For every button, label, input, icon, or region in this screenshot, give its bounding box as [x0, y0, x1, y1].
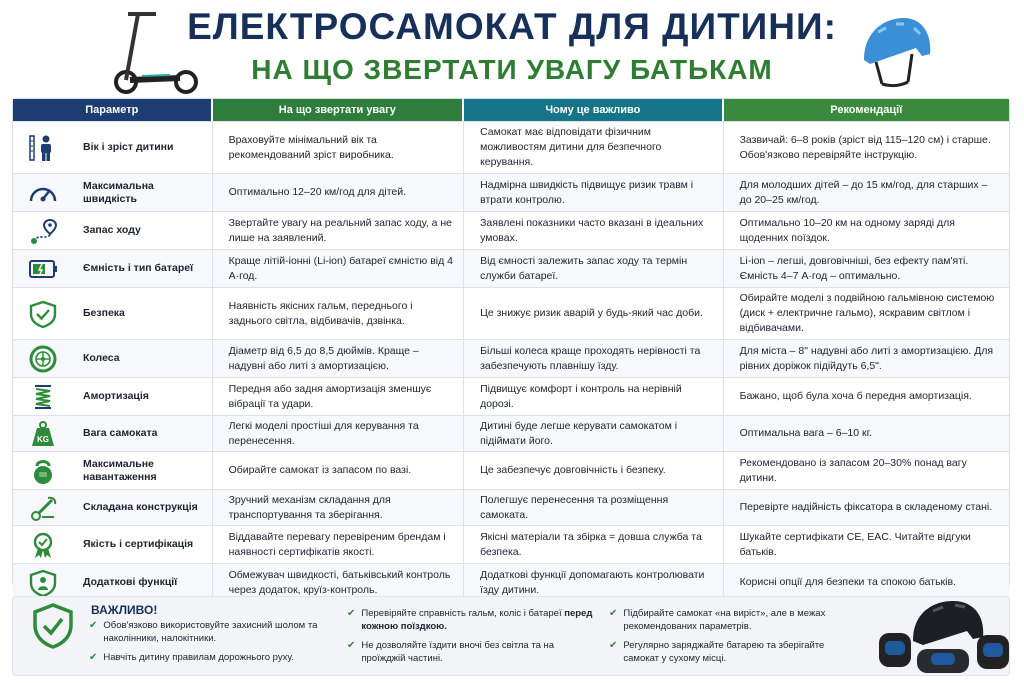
parameter-label: Якість і сертифікація: [83, 538, 194, 550]
parameter-cell: [13, 122, 213, 173]
battery-icon: [23, 255, 63, 283]
attention-cell: Враховуйте мінімальний вік та рекомендований зріст виробника.: [213, 122, 465, 173]
table-row: [13, 525, 1009, 563]
parameter-cell: [13, 212, 213, 249]
parameter-cell: [13, 340, 213, 377]
attention-cell: Легкі моделі простіші для керування та перенесення.: [213, 416, 465, 451]
why-cell: Дитині буде легше керувати самокатом і підіймати його.: [464, 416, 723, 451]
parameter-label: Безпека: [83, 307, 125, 319]
speedometer-icon: [23, 179, 63, 207]
header-recommendations: Рекомендації: [724, 99, 1009, 121]
table-row: [13, 249, 1009, 287]
parameter-cell: [13, 490, 213, 525]
info-table: [12, 98, 1010, 596]
parameter-label: Колеса: [83, 352, 120, 364]
shield-check-icon: [23, 300, 63, 328]
header-parameter: Параметр: [13, 99, 213, 121]
certificate-icon: [23, 531, 63, 559]
parameter-cell: [13, 288, 213, 339]
attention-cell: Зручний механізм складання для транспортування та зберігання.: [213, 490, 465, 525]
recommendation-cell: Обирайте моделі з подвійною гальмівною системою (диск + електричне гальмо), яскравим світлом і відбивачами.: [739, 292, 995, 334]
recommendation-cell: Оптимальна вага – 6–10 кг.: [739, 427, 873, 439]
recommendation-cell: Для міста – 8" надувні або литі з амортизацією. Для рівних доріжок підійдуть 6,5".: [739, 344, 994, 372]
table-row: [13, 121, 1009, 173]
checkmark-icon: ✔: [347, 640, 356, 651]
attention-cell: Діаметр від 6,5 до 8,5 дюймів. Краще – надувні або литі з амортизацією.: [213, 340, 465, 377]
tip-item: ✔ Перевіряйте справність гальм, коліс і батареї перед кожною поїздкою.: [347, 608, 593, 632]
attention-cell: Краще літій-іонні (Li-ion) батареї ємністю від 4 А·год.: [213, 250, 465, 287]
why-cell: Це забезпечує довговічність і безпеку.: [464, 452, 723, 489]
header: [0, 0, 1024, 96]
tip-item: ✔ Не дозволяйте їздити вночі без світла та на проїжджій частині.: [347, 640, 555, 664]
wheel-icon: [23, 345, 63, 373]
why-cell: Більші колеса краще проходять нерівності та забезпечують плавнішу їзду.: [464, 340, 723, 377]
recommendation-cell: Корисні опції для безпеки та спокою батьків.: [739, 576, 956, 588]
attention-cell: Обмежувач швидкості, батьківський контроль через додаток, круїз-контроль.: [213, 564, 465, 601]
why-cell: Це знижує ризик аварій у будь-який час доби.: [464, 288, 723, 339]
attention-cell: Віддавайте перевагу перевіреним брендам і наявності сертифікатів якості.: [213, 526, 465, 563]
parameter-cell: [13, 250, 213, 287]
weight-kg-label: KG: [37, 434, 49, 444]
parameter-cell: [13, 378, 213, 415]
protective-gear-icon: [873, 597, 1013, 675]
parameter-label: Складана конструкція: [83, 501, 198, 513]
parameter-cell: [13, 452, 213, 489]
checkmark-icon: ✔: [89, 652, 98, 663]
tip-item: ✔ Підбирайте самокат «на виріст», але в межах рекомендованих параметрів.: [609, 608, 826, 632]
parameter-cell: [13, 174, 213, 211]
attention-cell: Наявність якісних гальм, переднього і заднього світла, відбивачів, дзвінка.: [213, 288, 465, 339]
parameter-label: Максимальна швидкість: [83, 179, 154, 205]
important-heading: ВАЖЛИВО!: [91, 603, 158, 617]
attention-cell: Оптимально 12–20 км/год для дітей.: [213, 174, 465, 211]
why-cell: Самокат має відповідати фізичним можливостям дитини для безпечного керування.: [464, 122, 723, 173]
table-row: [13, 339, 1009, 377]
important-panel: [12, 596, 1010, 676]
page-subtitle: НА ЩО ЗВЕРТАТИ УВАГУ БАТЬКАМ: [251, 54, 773, 85]
recommendation-cell: Перевірте надійність фіксатора в складеному стані.: [739, 501, 993, 513]
checkmark-icon: ✔: [347, 608, 356, 619]
child-height-icon: [23, 134, 63, 162]
header-why: Чому це важливо: [464, 99, 723, 121]
helmet-icon: [856, 12, 936, 90]
checkmark-icon: ✔: [609, 608, 618, 619]
header-attention: На що звертати увагу: [213, 99, 465, 121]
why-cell: Надмірна швидкість підвищує ризик травм і втрати контролю.: [464, 174, 723, 211]
kettlebell-icon: [23, 457, 63, 485]
recommendation-cell: Бажано, щоб була хоча б передня амортизація.: [739, 390, 972, 402]
tip-item: ✔ Обов'язково використовуйте захисний шолом та наколінники, налокітники.: [89, 620, 318, 644]
spring-icon: [23, 383, 63, 411]
parameter-label: Вік і зріст дитини: [83, 141, 174, 153]
attention-cell: Звертайте увагу на реальний запас ходу, а не лише на заявлений.: [213, 212, 465, 249]
table-row: [13, 451, 1009, 489]
route-icon: [23, 217, 63, 245]
parameter-label: Додаткові функції: [83, 576, 178, 588]
recommendation-cell: Зазвичай: 6–8 років (зріст від 115–120 см) і старше. Обов'язково перевіряйте інструкцію.: [739, 133, 991, 161]
why-cell: Підвищує комфорт і контроль на нерівній дорозі.: [464, 378, 723, 415]
why-cell: Від ємності залежить запас ходу та термін служби батареї.: [464, 250, 723, 287]
parameter-label: Максимальне навантаження: [83, 457, 157, 483]
attention-cell: Передня або задня амортизація зменшує вібрації та удари.: [213, 378, 465, 415]
why-cell: Якісні матеріали та збірка = довша служба та безпека.: [464, 526, 723, 563]
tip-item: ✔ Регулярно заряджайте батарею та зберігайте самокат у сухому місці.: [609, 640, 825, 664]
table-row: [13, 489, 1009, 525]
page-title: ЕЛЕКТРОСАМОКАТ ДЛЯ ДИТИНИ:: [187, 6, 837, 47]
recommendation-cell: Оптимально 10–20 км на одному заряді для щоденних поїздок.: [739, 216, 955, 244]
why-cell: Заявлені показники часто вказані в ідеальних умовах.: [464, 212, 723, 249]
table-row: [13, 211, 1009, 249]
why-cell: Додаткові функції допомагають контролювати їзду дитини.: [464, 564, 723, 601]
recommendation-cell: Шукайте сертифікати CE, EAC. Читайте відгуки батьків.: [739, 530, 971, 558]
parameter-label: Вага самоката: [83, 427, 158, 439]
table-row: [13, 287, 1009, 339]
parameter-cell: [13, 416, 213, 451]
checkmark-icon: ✔: [609, 640, 618, 651]
parameter-label: Ємність і тип батареї: [83, 262, 194, 274]
table-row: [13, 415, 1009, 451]
weight-kg-icon: [23, 420, 63, 448]
table-row: [13, 377, 1009, 415]
parameter-label: Запас ходу: [83, 224, 141, 236]
table-row: [13, 173, 1009, 211]
tip-item: ✔ Навчіть дитину правилам дорожнього руху.: [89, 652, 294, 663]
shield-check-icon: [31, 603, 75, 649]
recommendation-cell: Рекомендовано із запасом 20–30% понад вагу дитини.: [739, 456, 967, 484]
folding-icon: [23, 494, 63, 522]
parental-shield-icon: [23, 569, 63, 597]
table-header: [13, 99, 1009, 121]
parameter-label: Амортизація: [83, 390, 149, 402]
parameter-cell: [13, 526, 213, 563]
table-body: [13, 121, 1009, 601]
recommendation-cell: Li-ion – легші, довговічніші, без ефекту пам'яті. Ємність 4–7 А·год – оптимально.: [739, 254, 969, 282]
why-cell: Полегшує перенесення та розміщення самоката.: [464, 490, 723, 525]
checkmark-icon: ✔: [89, 620, 98, 631]
attention-cell: Обирайте самокат із запасом по вазі.: [213, 452, 465, 489]
recommendation-cell: Для молодших дітей – до 15 км/год, для старших – до 20–25 км/год.: [739, 178, 988, 206]
